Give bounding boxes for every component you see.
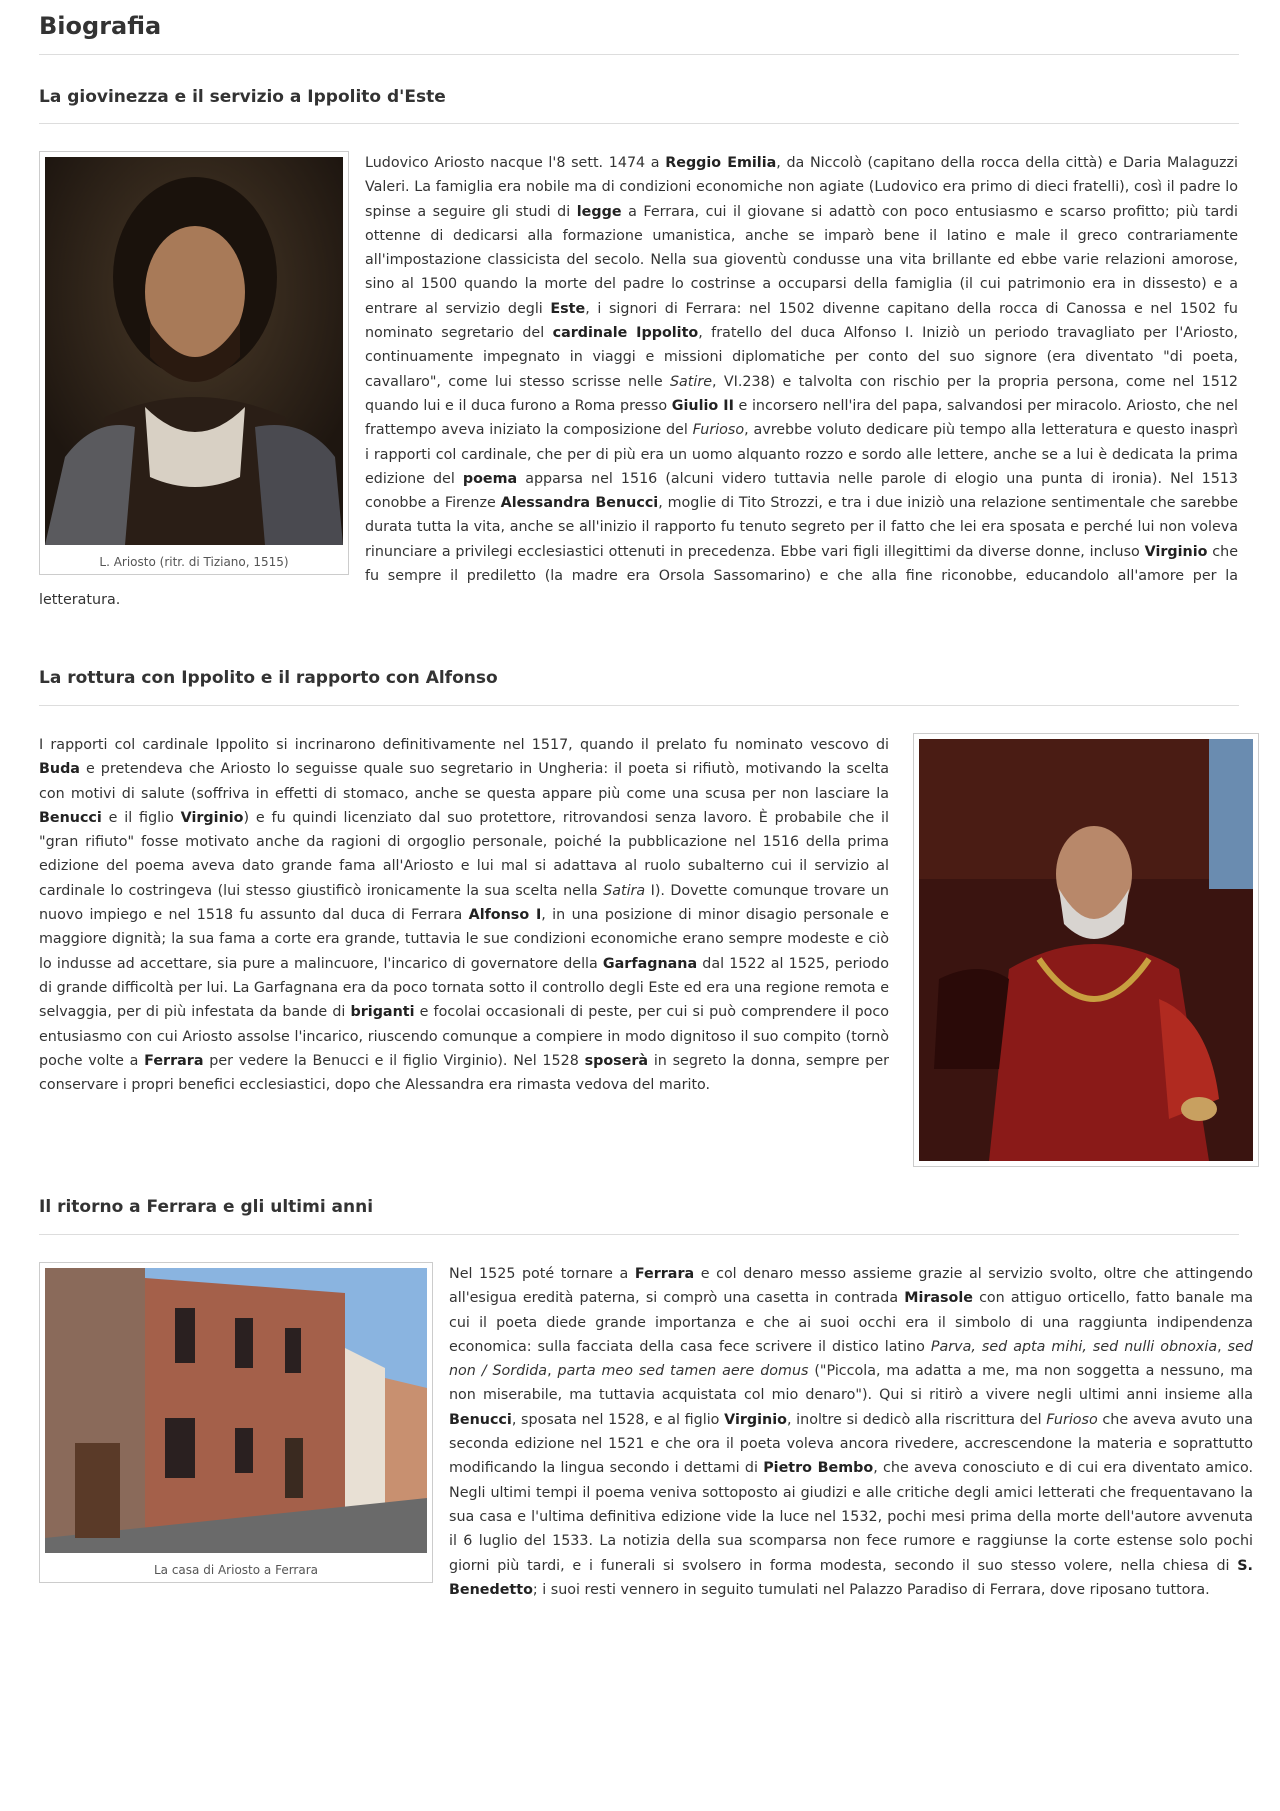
page-title: Biografia [39,12,162,40]
bold-term: legge [576,203,622,220]
bold-term: S. Benedetto [449,1557,1253,1598]
house-figure [39,1262,433,1583]
bold-term: Virginio [1144,543,1208,560]
section-final-years [39,1262,1253,1602]
text-run: , VI.238) e talvolta con rischio per la propria persona, come nel 1512 quando lui e il duca furono a Roma presso [365,373,1239,414]
italic-title: parta meo sed tamen aere domus [557,1363,809,1380]
bold-term: sposerà [584,1052,649,1069]
text-run: , da Niccolò (capitano della rocca della città) e Daria Malaguzzi Valeri. La famiglia era nobile ma di condizioni economiche non agiate (Ludovico era primo di dieci fratelli), così il padre lo spinse a seguire gli studi di [365,155,1239,220]
text-run: a Ferrara, cui il giovane si adattò con poco entusiasmo e scarso profitto; più tardi ottenne di dedicarsi alla formazione umanistica, anche se imparò bene il latino e male il greco contrariamente all'impostazione classicista del secolo. Nella sua gioventù condusse una vita brillante ed ebbe varie relazioni amorose, sino al 1500 quando la morte del padre lo costrinse a occuparsi della famiglia (il cui patrimonio era in dissesto) e a entrare al servizio degli [365,203,1238,317]
bold-term: Este [550,300,586,317]
text-run: apparsa nel 1516 (alcuni videro tuttavia nelle parole di elogio una punta di ironia). Nel 1513 conobbe a Firenze [365,470,1238,512]
bold-term: Ferrara [144,1052,204,1069]
section-heading: Il ritorno a Ferrara e gli ultimi anni [39,1197,374,1217]
text-run: ; i suoi resti vennero in seguito tumulati nel Palazzo Paradiso di Ferrara, dove riposano tuttora. [532,1581,1210,1598]
text-run: e il figlio [101,809,181,826]
bold-term: Benucci [39,809,102,826]
italic-title: Parva, sed apta mihi, sed nulli obnoxia [930,1338,1218,1355]
text-run: con attiguo orticello, fatto banale ma cui il poeta diede grande importanza e che ai suoi occhi era il simbolo di una raggiunta indipendenza economica: sulla facciata della casa fece scrivere il distico latino [449,1290,1253,1355]
divider [39,123,1239,124]
text-run: e pretendeva che Ariosto lo seguisse quale suo segretario in Ungheria: il poeta si rifiutò, motivando la scelta con motivi di salute (soffriva in effetti di stomaco, anche se questa appare più come una scusa per non lasciare la [39,761,889,802]
house-photo[interactable] [45,1268,427,1553]
section-heading: La giovinezza e il servizio a Ippolito d'Este [39,87,446,107]
bold-term: Pietro Bembo [763,1460,874,1477]
bold-term: Garfagnana [602,955,698,972]
text-run: , inoltre si dedicò alla riscrittura del [786,1411,1047,1428]
figure-caption: La casa di Ariosto a Ferrara [153,1563,318,1577]
text-run: I). Dovette comunque trovare un nuovo impiego e nel 1518 fu assunto dal duca di Ferrara [39,882,889,924]
bold-term: Buda [39,761,80,778]
bold-term: Alessandra Benucci [500,495,659,512]
text-run: Ludovico Ariosto nacque l'8 sett. 1474 a [365,155,666,171]
italic-title: Satira [603,882,646,899]
text-run: , che aveva conosciuto e di cui era diventato amico. Negli ultimi tempi il poema veniva sottoposto ai giudizi e alle critiche degli amici letterati che frequentavano la sua casa e l'ultima definitiva edizione vide la luce nel 1532, pochi mesi prima della morte dell'autore avvenuta il 6 luglio del 1533. La notizia della sua scomparsa non fece rumore e raggiunse la corte estense solo pochi giorni più tardi, e i funerali si svolsero in forma modesta, secondo il suo stesso volere, nella chiesa di [449,1460,1253,1574]
text-run: che fu sempre il prediletto (la madre era Orsola Sassomarino) e che alla fine riconobbe, educandolo all'amore per la letteratura. [39,543,1239,609]
portrait-image[interactable] [919,739,1253,1161]
divider [39,705,1239,706]
bold-term: Ferrara [634,1266,695,1282]
italic-title: Furioso [1046,1411,1098,1428]
portrait-image[interactable] [45,157,343,545]
bold-term: Benucci [449,1411,512,1428]
text-run: e focolai occasionali di peste, per cui si può comprendere il poco entusiasmo con cui Ariosto assolse l'incarico, riuscendo comunque a compiere in modo dignitoso il suo compito (tornò poche volte a [39,1004,890,1069]
text-run: e col denaro messo assieme grazie al servizio svolto, oltre che attingendo all'esigua eredità paterna, si comprò una casetta in contrada [449,1266,1253,1307]
text-run: , avrebbe voluto dedicare più tempo alla letteratura e questo inasprì i rapporti col cardinale, che per di più era un uomo alquanto rozzo e sordo alle lettere, anche se a lui è dedicata la prima edizione del [365,422,1238,487]
text-run: che aveva avuto una seconda edizione nel 1521 e che ora il poeta voleva ancora rivedere, accrescendone la materia e soprattutto modificando la lingua secondo i dettami di [449,1411,1253,1477]
divider [39,1234,1239,1235]
divider [39,54,1239,55]
text-run: I rapporti col cardinale Ippolito si incrinarono definitivamente nel 1517, quando il prelato fu nominato vescovo di [39,737,889,753]
text-run: ) e fu quindi licenziato dal suo protettore, ritrovandosi senza lavoro. È probabile che il "gran rifiuto" fosse motivato anche da ragioni di orgoglio personale, poiché la pubblicazione nel 1516 della prima edizione del poema aveva dato grande fama all'Ariosto e lui mal si adattava al ruolo subalterno cui il servizio al cardinale lo costringeva (lui stesso giustificò ironicamente la sua scelta nella [39,809,889,899]
section-youth [39,151,1238,613]
bold-term: Alfonso I [468,907,542,924]
italic-title: Satire [669,373,713,390]
text-run: Nel 1525 poté tornare a [449,1266,635,1282]
bold-term: Virginio [180,809,244,826]
text-run: per vedere la Benucci e il figlio Virginio). Nel 1528 [203,1052,585,1069]
text-run: , in una posizione di minor disagio personale e maggiore dignità; la sua fama a corte era grande, tuttavia le sue condizioni economiche erano sempre modeste e ciò lo indusse ad accettare, sia pure a malincuore, l'incarico di governatore della [39,907,889,972]
text-run: , [1217,1338,1228,1355]
text-run: in segreto la donna, sempre per conservare i propri benefici ecclesiastici, dopo che Alessandra era rimasta vedova del marito. [39,1052,889,1094]
text-run: e incorsero nell'ira del papa, salvandosi per miracolo. Ariosto, che nel frattempo aveva iniziato la composizione del [365,397,1238,439]
text-run: , [547,1363,558,1380]
text-run: , sposata nel 1528, e al figlio [511,1411,725,1428]
text-run: , fratello del duca Alfonso I. Iniziò un periodo travagliato per l'Ariosto, continuamente impegnato in viaggi e missioni diplomatiche per conto del suo signore (era diventato "di poeta, cavallaro", come lui stesso scrisse nelle [365,325,1238,390]
bold-term: Reggio Emilia [665,155,777,171]
italic-title: Furioso [692,422,745,439]
text-run: ("Piccola, ma adatta a me, ma non soggetta a nessuno, ma non miserabile, ma tuttavia acquistata col mio denaro"). Qui si ritirò a vivere negli ultimi anni insieme alla [449,1363,1254,1404]
bold-term: Mirasole [904,1290,973,1307]
bold-term: cardinale Ippolito [552,325,699,342]
text-run: , moglie di Tito Strozzi, e tra i due iniziò una relazione sentimentale che sarebbe durata tutta la vita, anche se all'inizio il rapporto fu tenuto segreto per il fatto che lei era sposata e perché lui non voleva rinunciare a privilegi ecclesiastici ottenuti in precedenza. Ebbe vari figli illegittimi da diverse donne, incluso [365,495,1239,560]
text-run: , i signori di Ferrara: nel 1502 divenne capitano della rocca di Canossa e nel 1502 fu nominato segretario del [365,300,1238,342]
section-break [39,733,1259,1173]
portrait-figure [913,733,1259,1167]
bold-term: Virginio [724,1411,787,1428]
bold-term: poema [462,470,518,487]
text-run: dal 1522 al 1525, periodo di grande difficoltà per lui. La Garfagnana era da poco tornata sotto il controllo degli Este ed era una regione remota e selvaggia, per di più infestata da bande di [39,955,889,1021]
bold-term: Giulio II [671,397,734,414]
portrait-figure [39,151,349,575]
bold-term: briganti [350,1004,415,1021]
figure-caption: L. Ariosto (ritr. di Tiziano, 1515) [99,555,289,569]
section-heading: La rottura con Ippolito e il rapporto con Alfonso [39,668,498,688]
italic-title: sed non / Sordida [449,1338,1253,1380]
